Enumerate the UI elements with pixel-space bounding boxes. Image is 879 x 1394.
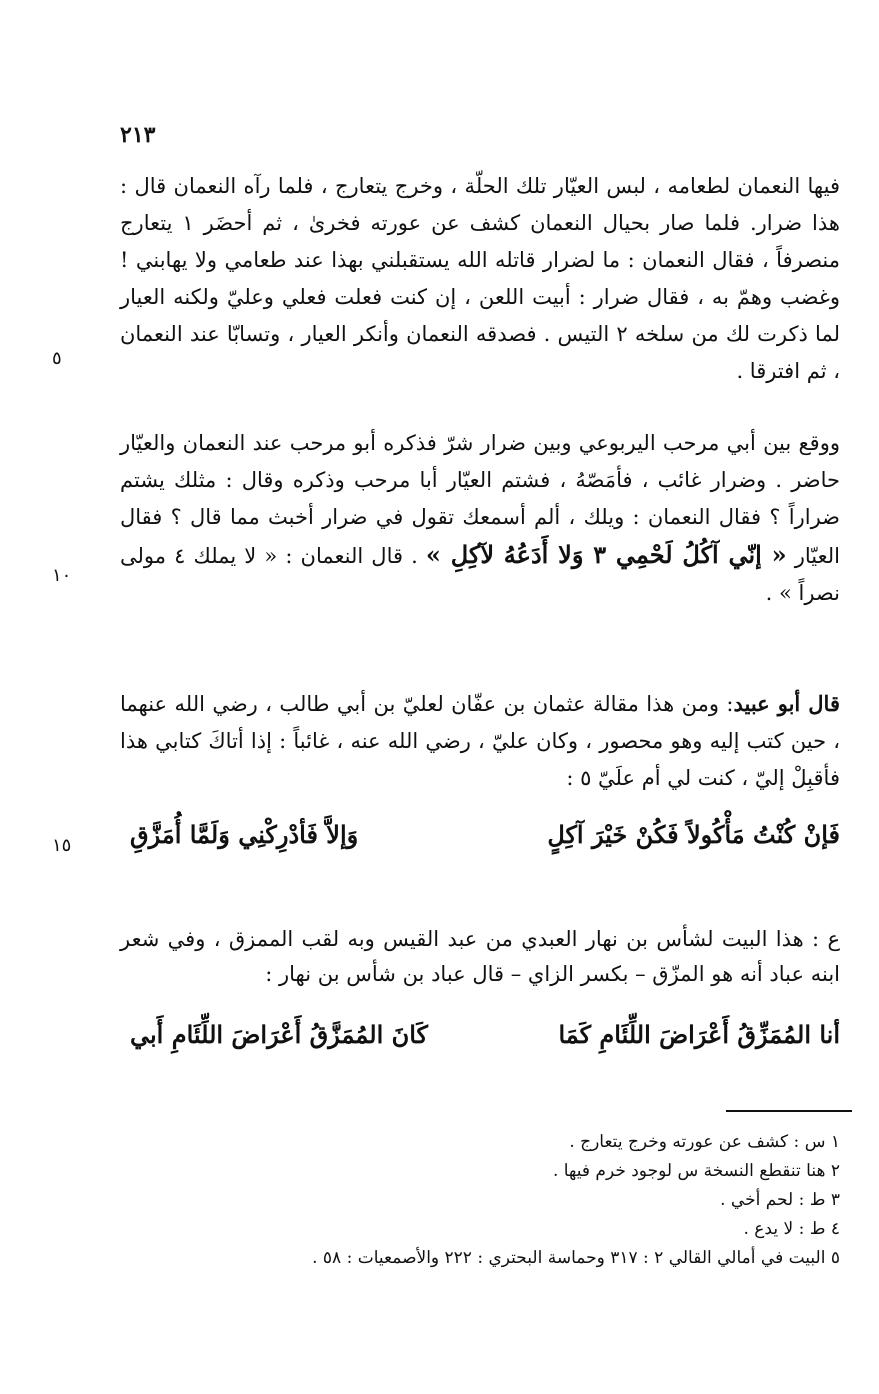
paragraph-2-tail: . قال النعمان : « لا يملك ٤ مولى نصراً » . — [120, 544, 840, 605]
paragraph-1: فيها النعمان لطعامه ، لبس العيّار تلك الحلّة ، وخرج يتعارج ، فلما رآه النعمان قال : هذا ضرار. فلما صار بحيال النعمان كشف عن عورته فخرىٰ ، ثم أحضَر ١ يتعارج منصرفاً ، فقال النعمان : ما لضرار قاتله الله يستقبلني بهذا عند طعامي ولا يهابني ! وغضب وهمّ به ، فقال ضرار : أبيت اللعن ، إن كنت فعلت فعلي وعليّ ولكنه العيار لما ذكرت لك من سلخه ٢ التيس . فصدقه النعمان وأنكر العيار ، وتسابّا عند النعمان ، ثم افترقا . — [120, 174, 840, 383]
paragraph-3-text: : ومن هذا مقالة عثمان بن عفّان لعليّ بن أبي طالب ، رضي الله عنهما ، حين كتب إليه وهو محصور ، وكان عليّ ، رضي الله عنه ، غائباً : إذا أتاكَ كتابي هذا فأقبِلْ إليّ ، كنت لي أم علَيّ ٥ : — [120, 692, 840, 790]
line-number-15: ١٥ — [52, 835, 72, 856]
verse-2-first-hemistich: أنا المُمَزِّقُ أَعْرَاضَ اللِّئَامِ كَمَا — [558, 1020, 840, 1049]
footnote: ٣ ط : لحم أخي . — [720, 1190, 840, 1210]
footnote: ٢ هنا تنقطع النسخة س لوجود خرم فيها . — [552, 1161, 840, 1181]
line-number-10: ١٠ — [52, 565, 72, 586]
verse-1-second-hemistich: وَإلاَّ فَأدْرِكْنِي وَلَمَّا أُمَزَّقِ — [130, 820, 359, 849]
footnote-divider — [726, 1110, 852, 1112]
footnotes — [150, 1128, 840, 1273]
proverb-quote: « إنّي آكُلُ لَحْمِي ٣ وَلا أَدَعُهُ لآكِلِ » — [425, 540, 787, 569]
footnote: ٥ البيت في أمالي القالي ٢ : ٣١٧ وحماسة البحتري : ٢٢٢ والأصمعيات : ٥٨ . — [312, 1248, 840, 1268]
page-number: ٢١٣ — [120, 122, 156, 148]
paragraph-4: ع : هذا البيت لشأس بن نهار العبدي من عبد القيس وبه لقب الممزق ، وفي شعر ابنه عباد أنه هو المزّق – بكسر الزاي – قال عباد بن شأس بن نهار : — [120, 927, 840, 986]
verse-2-second-hemistich: كَانَ المُمَزَّقُ أَعْرَاضَ اللِّئَامِ أَبي — [130, 1020, 428, 1049]
paragraph-3 — [120, 685, 840, 797]
poem-verse-1 — [130, 820, 840, 849]
footnote: ٤ ط : لا يدع . — [743, 1219, 840, 1239]
footnote: ١ س : كشف عن عورته وخرج يتعارج . — [569, 1132, 840, 1152]
paragraph-2-text: ووقع بين أبي مرحب اليربوعي وبين ضرار شرّ فذكره أبو مرحب عند النعمان والعيّار حاضر . وضرار غائب ، فأمَصّهُ ، فشتم العيّار أبا مرحب وذكره وقال : مثلك يشتم ضراراً ؟ فقال النعمان : ويلك ، ألم أسمعك تقول في ضرار أخبث مما قال ؟ فقال العيّار — [120, 431, 840, 568]
verse-1-first-hemistich: فَإنْ كُنْتُ مَأْكُولاً فَكُنْ خَيْرَ آكِلٍ — [547, 820, 840, 849]
paragraph-2 — [120, 425, 840, 612]
author-name: قال أبو عبيد — [733, 691, 840, 716]
poem-verse-2 — [130, 1020, 840, 1049]
line-number-5: ٥ — [52, 348, 62, 369]
